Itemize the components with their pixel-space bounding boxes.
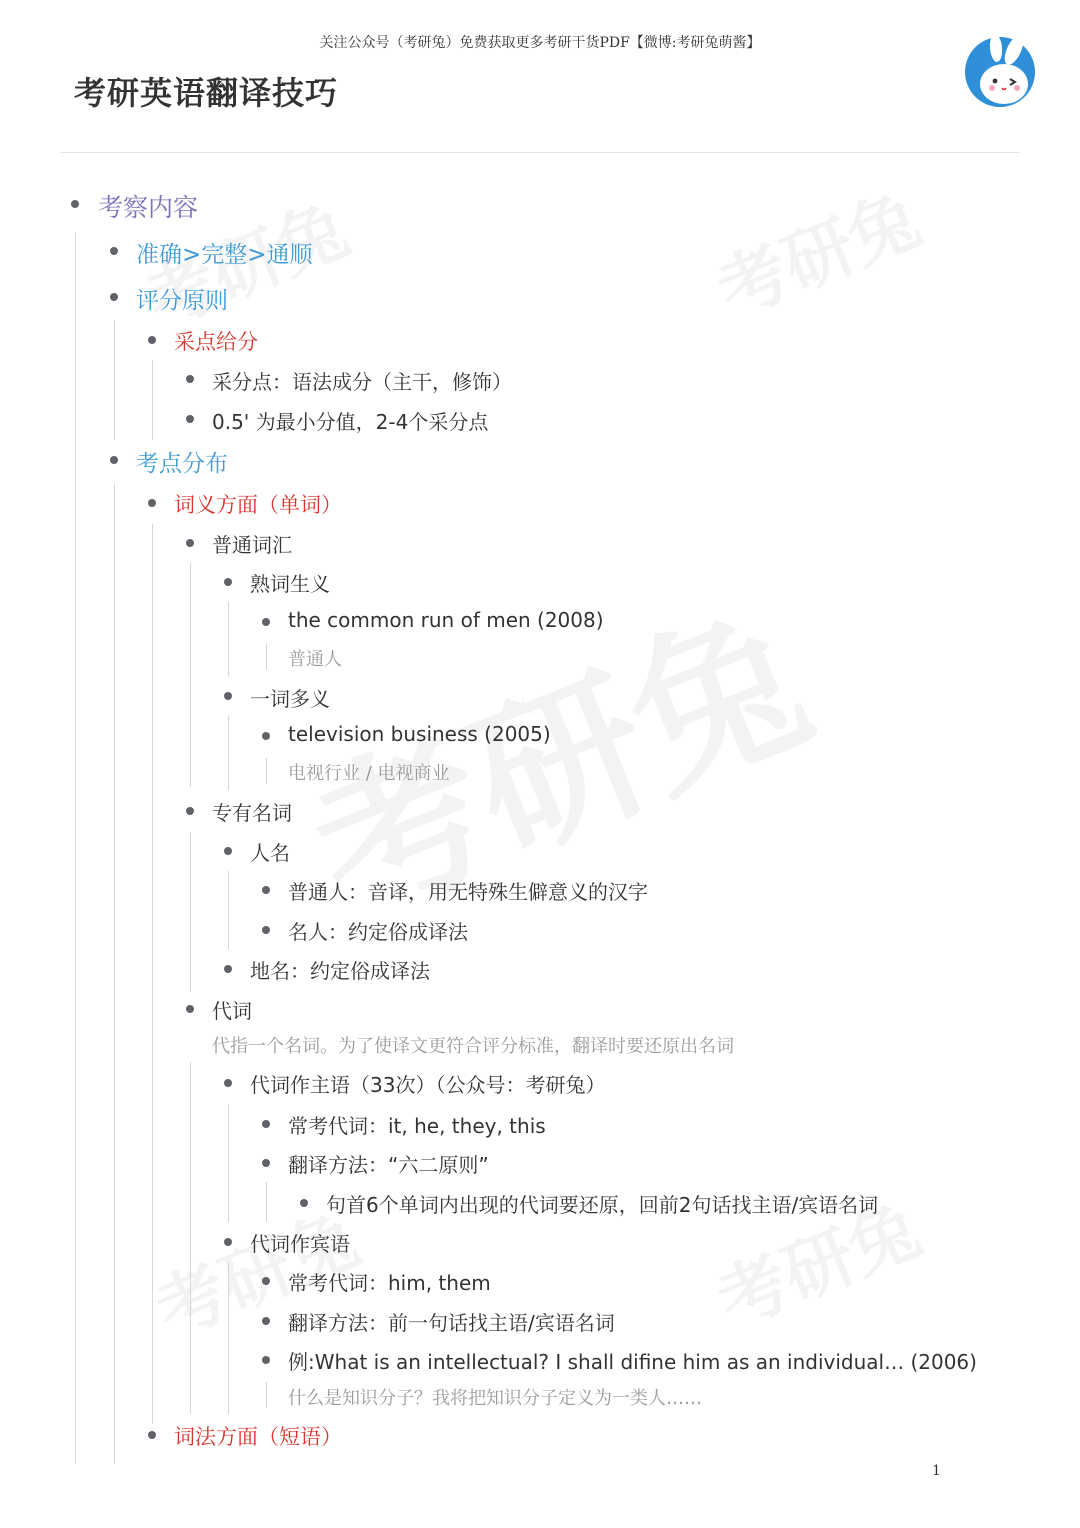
bullet: [224, 578, 232, 586]
outline-item: television business (2005): [288, 722, 551, 746]
bullet: [110, 247, 118, 255]
outline-item: 常考代词：it, he, they, this: [288, 1114, 546, 1138]
bullet: [262, 1317, 270, 1325]
outline-guide: [266, 1382, 267, 1408]
bullet: [224, 1238, 232, 1246]
bullet: [148, 499, 156, 507]
scoring-principle: 评分原则: [136, 288, 228, 314]
bullet: [186, 415, 194, 423]
bullet: [262, 926, 270, 934]
outline-item: 常考代词：him, them: [288, 1271, 491, 1295]
outline-item: 翻译方法：前一句话找主语/宾语名词: [288, 1311, 615, 1335]
page-title: 考研英语翻译技巧: [74, 74, 339, 112]
outline-item: 普通词汇: [212, 533, 292, 557]
outline-item: 翻译方法：“六二原则”: [288, 1153, 489, 1177]
distribution-heading: 考点分布: [136, 451, 228, 477]
outline-guide: [228, 716, 229, 790]
outline-guide: [266, 758, 267, 784]
bullet: [186, 807, 194, 815]
outline-item: 专有名词: [212, 801, 292, 825]
outline-item: 例:What is an intellectual? I shall difine him as an individual… (2006): [288, 1350, 977, 1374]
bullet: [148, 336, 156, 344]
word-meaning-heading: 词义方面（单词）: [174, 493, 342, 517]
outline-note: 普通人: [288, 649, 342, 670]
outline-item: 人名: [250, 841, 290, 865]
outline-item: 代词作主语（33次）（公众号：考研兔）: [250, 1073, 606, 1097]
outline-item: 地名：约定俗成译法: [250, 959, 430, 983]
bullet: [148, 1431, 156, 1439]
outline-guide: [75, 232, 76, 1464]
bullet: [186, 375, 194, 383]
bullet: [186, 539, 194, 547]
priority-order: 准确>完整>通顺: [136, 242, 313, 268]
outline-item: 熟词生义: [250, 572, 330, 596]
outline-note: 代指一个名词。为了使译文更符合评分标准，翻译时要还原出名词: [212, 1036, 734, 1057]
outline-guide: [266, 1182, 267, 1222]
outline-item: 名人：约定俗成译法: [288, 920, 468, 944]
outline-guide: [114, 483, 115, 1464]
phrase-level-heading: 词法方面（短语）: [174, 1425, 342, 1449]
outline-note: 什么是知识分子？我将把知识分子定义为一类人……: [288, 1388, 702, 1409]
bullet: [262, 618, 270, 626]
watermark: [701, 164, 934, 336]
outline-guide: [152, 524, 153, 1424]
bullet: [262, 886, 270, 894]
bullet: [300, 1199, 308, 1207]
outline-guide: [152, 360, 153, 440]
outline-guide: [190, 563, 191, 787]
header-divider: [60, 152, 1020, 153]
bullet: [71, 200, 79, 208]
bullet: [262, 1159, 270, 1167]
bullet: [110, 456, 118, 464]
bullet: [186, 1005, 194, 1013]
bullet: [110, 293, 118, 301]
page-number: 1: [932, 1463, 941, 1479]
outline-item: 0.5' 为最小分值，2-4个采分点: [212, 410, 489, 434]
header-notice: 关注公众号（考研兔）免费获取更多考研干货PDF【微博:考研兔萌酱】: [319, 35, 761, 51]
bullet: [224, 965, 232, 973]
outline-item: 代词: [212, 999, 252, 1023]
bullet: [224, 1079, 232, 1087]
outline-guide: [228, 1104, 229, 1222]
outline-item: the common run of men (2008): [288, 608, 604, 632]
outline-item: 代词作宾语: [250, 1232, 350, 1256]
outline-guide: [190, 832, 191, 992]
outline-guide: [190, 1062, 191, 1414]
outline-note: 电视行业 / 电视商业: [288, 763, 450, 784]
rabbit-logo: [962, 32, 1042, 112]
outline-item: 普通人：音译，用无特殊生僻意义的汉字: [288, 880, 648, 904]
outline-item: 句首6个单词内出现的代词要还原，回前2句话找主语/宾语名词: [326, 1193, 879, 1217]
bullet: [262, 732, 270, 740]
bullet: [262, 1277, 270, 1285]
section-heading: 考察内容: [98, 193, 199, 222]
point-scoring: 采点给分: [174, 330, 258, 354]
outline-guide: [114, 320, 115, 440]
bullet: [224, 692, 232, 700]
outline-item: 一词多义: [250, 687, 330, 711]
outline-item: 采分点：语法成分（主干，修饰）: [212, 370, 512, 394]
bullet: [224, 847, 232, 855]
outline-guide: [228, 1262, 229, 1414]
outline-guide: [228, 871, 229, 949]
outline-guide: [228, 602, 229, 676]
outline-guide: [266, 644, 267, 670]
bullet: [262, 1120, 270, 1128]
bullet: [262, 1356, 270, 1364]
